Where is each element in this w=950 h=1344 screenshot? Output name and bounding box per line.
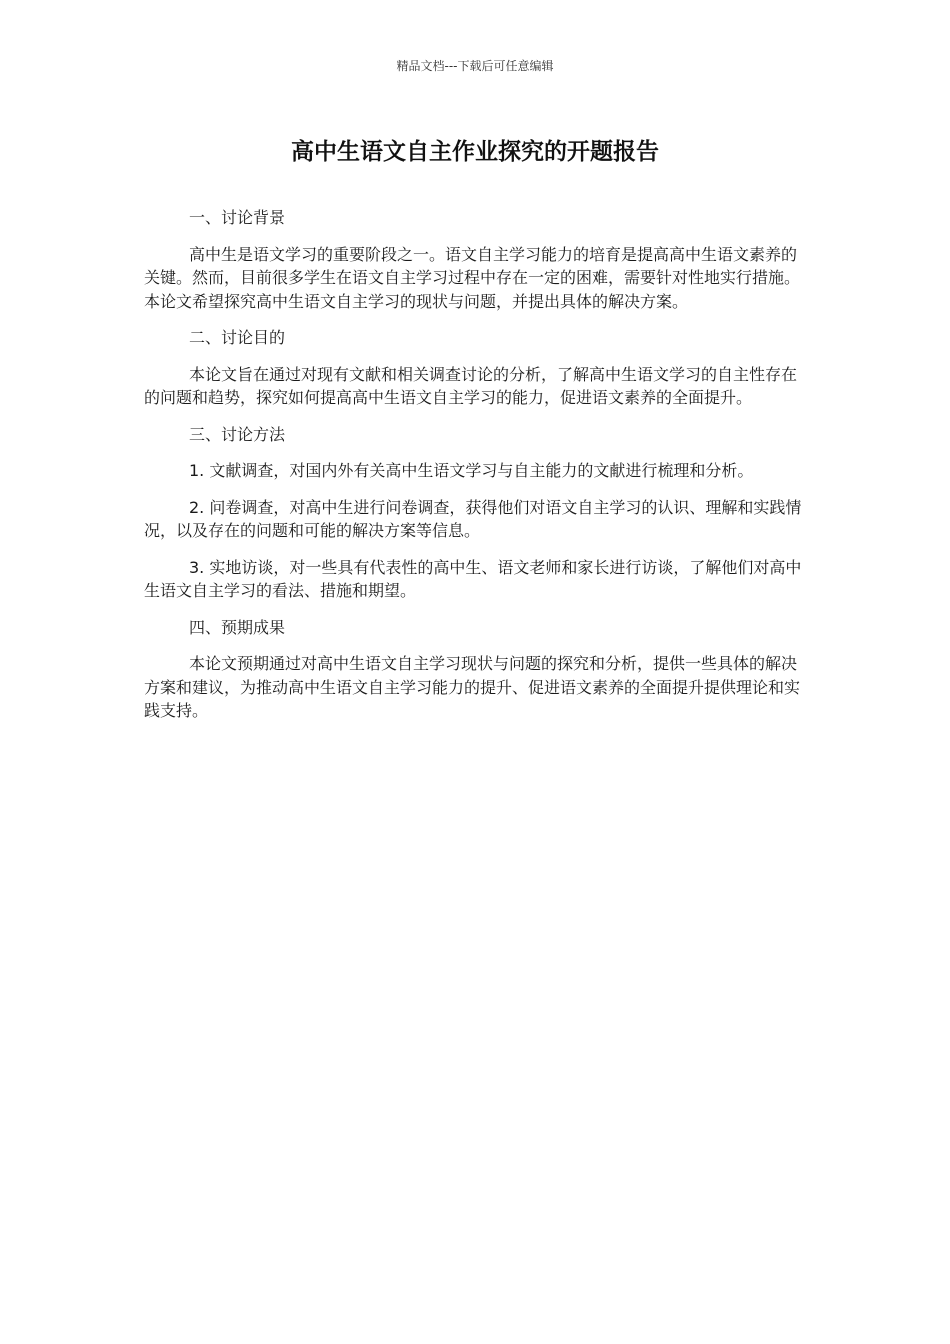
section-heading: 一、讨论背景 — [189, 208, 286, 227]
section-heading: 四、预期成果 — [189, 617, 286, 637]
document-title: 高中生语文自主作业探究的开题报告 — [291, 139, 659, 165]
paragraph: 本论文旨在通过对现有文献和相关调查讨论的分析，了解高中生语文学习的自主性存在的问题和趋势，探究如何提高高中生语文自主学习的能力，促进语文素养的全面提升。 — [144, 364, 798, 407]
section-background — [144, 206, 806, 313]
list-item-method: 1. 文献调查，对国内外有关高中生语文学习与自主能力的文献进行梳理和分析。 — [189, 461, 754, 480]
section-methods — [144, 423, 806, 603]
section-purpose — [144, 326, 806, 410]
document-body — [144, 206, 806, 736]
section-heading: 三、讨论方法 — [189, 424, 286, 444]
paragraph: 高中生是语文学习的重要阶段之一。语文自主学习能力的培育是提高高中生语文素养的关键。然而，目前很多学生在语文自主学习过程中存在一定的困难，需要针对性地实行措施。本论文希望探究高中生语文自主学习的现状与问题，并提出具体的解决方案。 — [144, 244, 801, 311]
section-expected-results — [144, 616, 806, 723]
paragraph: 本论文预期通过对高中生语文自主学习现状与问题的探究和分析，提供一些具体的解决方案和建议，为推动高中生语文自主学习能力的提升、促进语文素养的全面提升提供理论和实践支持。 — [144, 654, 801, 720]
section-heading: 二、讨论目的 — [189, 328, 286, 347]
page-header-watermark: 精品文档---下载后可任意编辑 — [396, 59, 554, 73]
list-item-method: 2. 问卷调查，对高中生进行问卷调查，获得他们对语文自主学习的认识、理解和实践情况，以及存在的问题和可能的解决方案等信息。 — [144, 497, 802, 540]
list-item-method: 3. 实地访谈，对一些具有代表性的高中生、语文老师和家长进行访谈，了解他们对高中生语文自主学习的看法、措施和期望。 — [144, 557, 802, 600]
